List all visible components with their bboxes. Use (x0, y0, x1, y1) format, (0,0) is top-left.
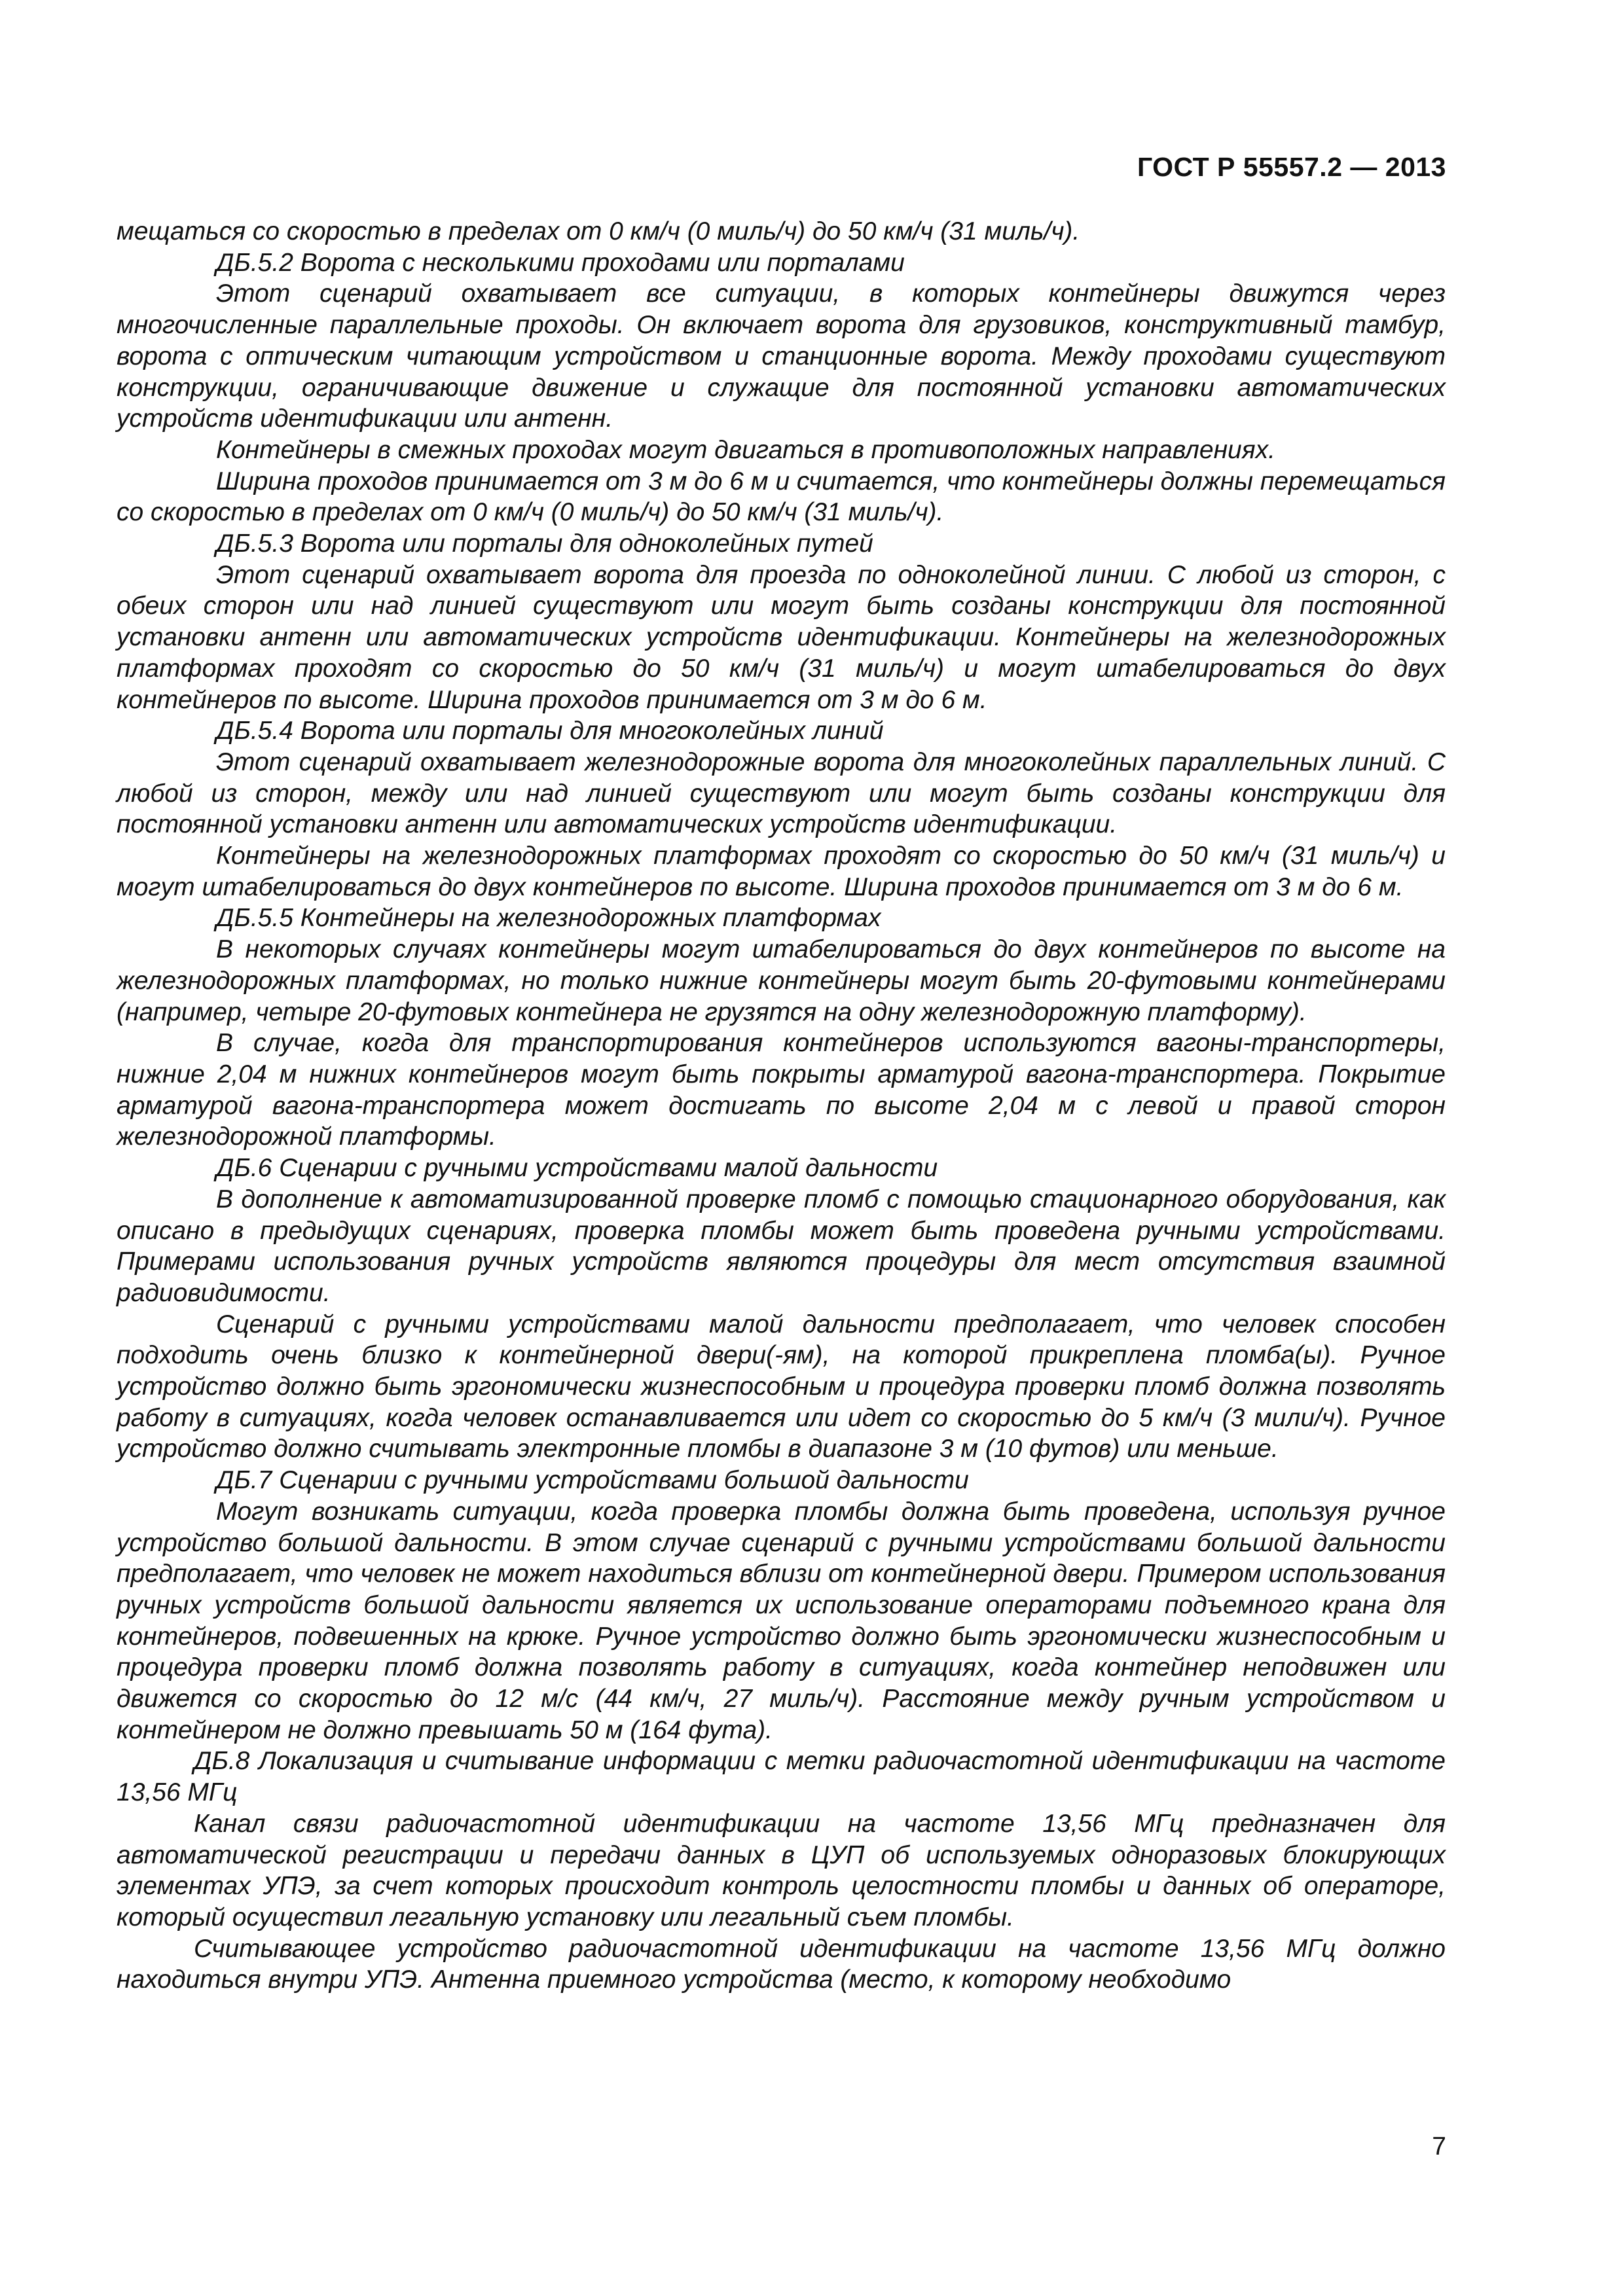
section-heading-db-5-2: ДБ.5.2 Ворота с несколькими проходами или порталами (216, 248, 905, 277)
paragraph: В дополнение к автоматизированной проверке пломб с помощью стационарного оборудования, как описано в предыдущих сценариях, проверка пломбы может быть проведена ручными устройствами. Примерами использования ручных устройств являются процедуры для мест отсутствия взаимной радиовидимости. (117, 1185, 1446, 1307)
paragraph: В случае, когда для транспортирования контейнеров используются вагоны-транспортеры, нижние 2,04 м нижних контейнеров могут быть покрыты арматурой вагона-транспортера. Покрытие арматурой вагона-транспортера может достигать по высоте 2,04 м с левой и правой сторон железнодорожной платформы. (117, 1029, 1446, 1151)
document-header: ГОСТ Р 55557.2 — 2013 (1137, 152, 1446, 182)
page-number: 7 (1432, 2132, 1446, 2161)
section-heading-db-5-4: ДБ.5.4 Ворота или порталы для многоколейных линий (216, 717, 884, 745)
section-heading-db-5-5: ДБ.5.5 Контейнеры на железнодорожных платформах (216, 904, 881, 933)
paragraph: Сценарий с ручными устройствами малой дальности предполагает, что человек способен подходить очень близко к контейнерной двери(-ям), на которой прикреплена пломба(ы). Ручное устройство должно быть эргономически жизнеспособным и процедура проверки пломб должна позволять работу в ситуациях, когда человек останавливается или идет со скоростью до 5 км/ч (3 мили/ч). Ручное устройство должно считывать электронные пломбы в диапазоне 3 м (10 футов) или меньше. (117, 1310, 1446, 1463)
paragraph: Этот сценарий охватывает ворота для проезда по одноколейной линии. С любой из сторон, с обеих сторон или над линией существуют или могут быть созданы конструкции для постоянной установки антенн или автоматических устройств идентификации. Контейнеры на железнодорожных платформах проходят со скоростью до 50 км/ч (31 миль/ч) и могут штабелироваться до двух контейнеров по высоте. Ширина проходов принимается от 3 м до 6 м. (117, 560, 1446, 714)
paragraph: Могут возникать ситуации, когда проверка пломбы должна быть проведена, используя ручное устройство большой дальности. В этом случае сценарий с ручными устройствами большой дальности предполагает, что человек не может находиться вблизи от контейнерной двери. Примером использования ручных устройств большой дальности является их использование операторами подъемного крана для контейнеров, подвешенных на крюке. Ручное устройство должно быть эргономически жизнеспособным и процедура проверки пломб должна позволять работу в ситуациях, когда контейнер неподвижен или движется со скоростью до 12 м/с (44 км/ч, 27 миль/ч). Расстояние между ручным устройством и контейнером не должно превышать 50 м (164 фута). (117, 1497, 1446, 1744)
section-heading-db-6: ДБ.6 Сценарии с ручными устройствами малой дальности (216, 1154, 938, 1183)
paragraph: Контейнеры на железнодорожных платформах проходят со скоростью до 50 км/ч (31 миль/ч) и могут штабелироваться до двух контейнеров по высоте. Ширина проходов принимается от 3 м до 6 м. (117, 842, 1446, 901)
paragraph: Этот сценарий охватывает железнодорожные ворота для многоколейных параллельных линий. С любой из сторон, между или над линией существуют или могут быть созданы конструкции для постоянной установки антенн или автоматических устройств идентификации. (117, 747, 1446, 839)
document-body (117, 216, 1446, 1996)
paragraph: Канал связи радиочастотной идентификации на частоте 13,56 МГц предназначен для автоматической регистрации и передачи данных в ЦУП об используемых одноразовых блокирующих элементах УПЭ, за счет которых происходит контроль целостности пломбы и данных об операторе, который осуществил легальную установку или легальный съем пломбы. (117, 1809, 1446, 1931)
paragraph: Ширина проходов принимается от 3 м до 6 м и считается, что контейнеры должны перемещаться со скоростью в пределах от 0 км/ч (0 миль/ч) до 50 км/ч (31 миль/ч). (117, 467, 1446, 527)
paragraph: Этот сценарий охватывает все ситуации, в которых контейнеры движутся через многочисленные параллельные проходы. Он включает ворота для грузовиков, конструктивный тамбур, ворота с оптическим читающим устройством и станционные ворота. Между проходами существуют конструкции, ограничивающие движение и служащие для постоянной установки автоматических устройств идентификации или антенн. (117, 279, 1446, 433)
section-heading-db-5-3: ДБ.5.3 Ворота или порталы для одноколейных путей (216, 529, 873, 558)
paragraph: В некоторых случаях контейнеры могут штабелироваться до двух контейнеров по высоте на железнодорожных платформах, но только нижние контейнеры могут быть 20-футовыми контейнерами (например, четыре 20-футовых контейнера не грузятся на одну железнодорожную платформу). (117, 935, 1446, 1026)
section-heading-db-7: ДБ.7 Сценарии с ручными устройствами большой дальности (216, 1466, 969, 1495)
section-heading-db-8: ДБ.8 Локализация и считывание информации с метки радиочастотной идентификации на частоте 13,56 МГц (117, 1747, 1446, 1807)
paragraph: Считывающее устройство радиочастотной идентификации на частоте 13,56 МГц должно находиться внутри УПЭ. Антенна приемного устройства (место, к которому необходимо (117, 1934, 1446, 1994)
paragraph: Контейнеры в смежных проходах могут двигаться в противоположных направлениях. (216, 435, 1275, 464)
paragraph-continuation: мещаться со скоростью в пределах от 0 км/ч (0 миль/ч) до 50 км/ч (31 миль/ч). (117, 217, 1080, 245)
